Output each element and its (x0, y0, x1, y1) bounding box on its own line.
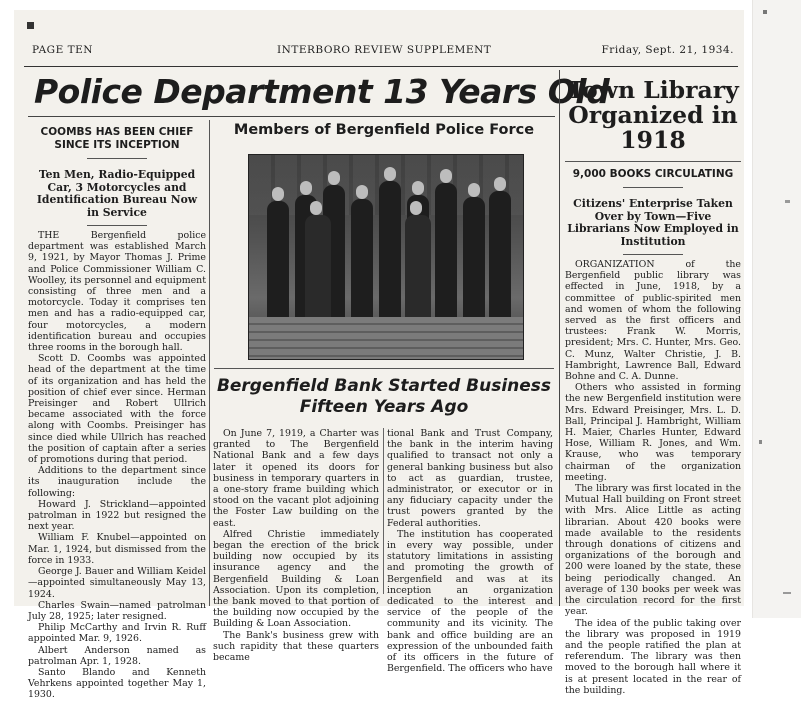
police-paragraph: Santo Blando and Kenneth Vehrkens appointed together May 1, 1930. (28, 666, 206, 701)
library-paragraph: The idea of the public taking over the library was proposed in 1919 and the people ratified the plan at referendum. The library was then moved to the borough hall where it is at present located in the rear of the building. (565, 617, 741, 696)
bank-paragraph: tional Bank and Trust Company, the bank in the interim having qualified to transact not only a general banking business but also to act as guardian, trustee, administrator, or executor or in any fiduciary capacity under the trust powers granted by the Federal authorities. (387, 428, 553, 529)
police-deck: Ten Men, Radio-Equipped Car, 3 Motorcycles and Identification Bureau Now in Service (36, 168, 198, 219)
newspaper-page (14, 10, 744, 701)
bank-paragraph: The institution has cooperated in every way possible, under statutory limitations in assisting and promoting the growth of Bergenfield and was at its inception an organization dedicated to the interest and service of the people of the community and its vicinity. The bank and office building are an expression of the unbounded faith of its officers in the future of Bergenfield. The officers who have (387, 528, 553, 675)
photo-steps (249, 317, 523, 359)
issue-date: Friday, Sept. 21, 1934. (601, 44, 734, 56)
adjacent-page-edge (752, 0, 801, 618)
photo-officer (267, 201, 289, 319)
deck-rule (87, 158, 147, 159)
publication-name: INTERBORO REVIEW SUPPLEMENT (277, 44, 492, 56)
corner-mark (27, 22, 34, 29)
photo-title: Members of Bergenfield Police Force (233, 122, 535, 138)
bank-rule (214, 368, 554, 369)
police-force-photo (248, 154, 524, 360)
library-rule (565, 161, 741, 162)
bank-headline-line2: Fifteen Years Ago (299, 397, 469, 417)
page-number: PAGE TEN (32, 44, 93, 56)
library-paragraph: Others who assisted in forming the new Bergenfield institution were Mrs. Edward Preisinger, Mrs. L. D. Ball, Principal J. Hambright, William H. Maier, Charles Hunter, Edward Hose, William R. Jones, and Wm. Krause, who was temporary chairman of the organization meeting. (565, 382, 741, 483)
scan-speck (763, 10, 767, 14)
library-article (565, 74, 741, 696)
police-paragraph: Albert Anderson named as patrolman Apr. 1, 1928. (28, 644, 206, 667)
police-paragraph: Charles Swain—named patrolman July 28, 1925; later resigned. (28, 599, 206, 622)
photo-officer (489, 191, 511, 319)
bank-paragraph: Alfred Christie immediately began the erection of the brick building now occupied by its insurance agency and the Bergenfield Building & Loan Association. Upon its completion, the bank moved to that portion of the building now occupied by the Building & Loan Association. (213, 528, 379, 630)
police-subhead: COOMBS HAS BEEN CHIEF SINCE ITS INCEPTION (40, 126, 194, 151)
library-body (565, 259, 741, 696)
library-deck: Citizens' Enterprise Taken Over by Town—Five Librarians Now Employed in Institution (567, 197, 739, 248)
bank-article-col1 (213, 428, 379, 664)
bank-paragraph: On June 7, 1919, a Charter was granted to The Bergenfield National Bank and a few days later it opened its doors for business in temporary quarters in a one-story frame building which stood on the vacant plot adjoining the Foster Law building on the east. (213, 428, 379, 529)
police-article (28, 120, 206, 701)
police-paragraph: Howard J. Strickland—appointed patrolman in 1922 but resigned the next year. (28, 498, 206, 533)
deck-rule (623, 187, 683, 188)
column-divider-bank (383, 428, 384, 594)
police-paragraph: Scott D. Coombs was appointed head of the department at the time of its organization and has held the position of chief ever since. Herman Preisinger and Robert Ullrich became associated with the force along with Coombs. Preisinger has since died while Ullrich has reached the position of captain after a series of promotions during that period. (28, 353, 206, 466)
page-header (32, 44, 738, 62)
bank-headline-line1: Bergenfield Bank Started Business (216, 376, 552, 396)
photo-officer (463, 197, 485, 319)
deck-rule (623, 254, 683, 255)
column-divider-main (559, 70, 560, 606)
scan-speck (783, 592, 791, 594)
bank-article-col2 (387, 428, 553, 675)
police-paragraph: Additions to the department since its inauguration include the following: (28, 465, 206, 499)
bank-headline (214, 376, 554, 418)
police-headline: Police Department 13 Years Old (34, 72, 610, 111)
police-paragraph: THE Bergenfield police department was established March 9, 1921, by Mayor Thomas J. Prime and Police Commissioner William C. Woolley, its personnel and equipment consisting of three men and a motorcycle. Today it comprises ten men and has a radio-equipped car, four motorcycles, a modern identification bureau and occupies three rooms in the borough hall. (28, 230, 206, 354)
photo-officer (379, 181, 401, 319)
deck-rule (87, 225, 147, 226)
police-paragraph: Philip McCarthy and Irvin R. Ruff appointed Mar. 9, 1926. (28, 622, 206, 645)
header-rule (24, 66, 738, 67)
scan-speck (759, 440, 762, 444)
library-paragraph: The library was first located in the Mutual Hall building on Front street with Mrs. Alice Little as acting librarian. About 420 books were made available to the residents through donations of citizens and organizations of the borough and 200 were loaned by the state, these being periodically changed. An average of 130 books per week was the circulation record for the first year. (565, 483, 741, 618)
police-paragraph: George J. Bauer and William Keidel—appointed simultaneously May 13, 1924. (28, 566, 206, 600)
library-headline: Town Library Organized in 1918 (567, 76, 739, 154)
headline-rule (28, 116, 555, 117)
police-body (28, 230, 206, 701)
library-paragraph: ORGANIZATION of the Bergenfield public library was effected in June, 1918, by a committee of public-spirited men and women of whom the following served as the first officers and trustees: Frank W. Morris, president; Mrs. C. Hunter, Mrs. Geo. C. Munz, Walter Christie, J. B. Hambright, Lawrence Ball, Edward Bohne and C. A. Dunne. (565, 259, 741, 383)
bank-paragraph: The Bank's business grew with such rapidity that these quarters became (213, 629, 379, 664)
photo-officer (351, 199, 373, 319)
library-subhead: 9,000 BOOKS CIRCULATING (572, 168, 734, 180)
police-paragraph: William F. Knubel—appointed on Mar. 1, 1924, but dismissed from the force in 1933. (28, 532, 206, 566)
photo-officer (435, 183, 457, 319)
scan-speck (785, 200, 790, 203)
column-divider-left (209, 120, 210, 606)
